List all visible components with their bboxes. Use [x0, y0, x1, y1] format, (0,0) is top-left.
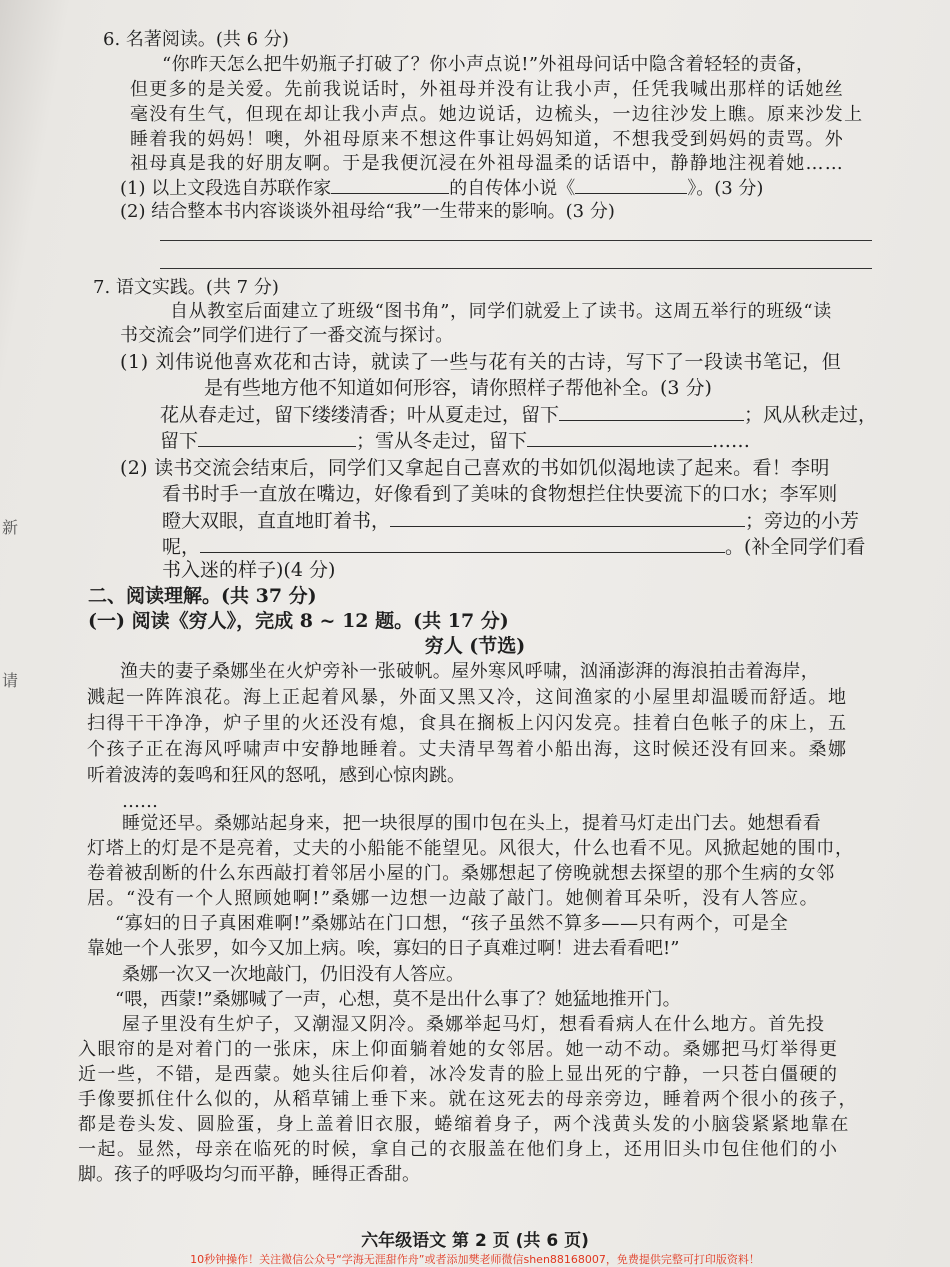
q7-sub2-text: ；旁边的小芳: [745, 510, 860, 532]
q6-passage-line: 毫没有生气，但现在却让我小声点。她边说话，边梳头，一边往沙发上瞧。原来沙发上: [130, 104, 864, 125]
answer-blank-autumn[interactable]: [198, 428, 356, 447]
story-line: 听着波涛的轰鸣和狂风的怒吼，感到心惊肉跳。: [87, 765, 465, 786]
q6-passage-line: 睡着我的妈妈！噢，外祖母原来不想这件事让妈妈知道，不想我受到妈妈的责骂。外: [130, 129, 845, 150]
answer-blank-xiaofang[interactable]: [200, 534, 725, 553]
q7-sub1-line: 是有些地方他不知道如何形容，请你照样子帮他补全。(3 分): [204, 377, 712, 399]
q6-sub1-text: 的自传体小说《: [449, 178, 576, 199]
story-line: 卷着被刮断的什么东西敲打着邻居小屋的门。桑娜想起了傍晚就想去探望的那个生病的女邻: [87, 863, 835, 884]
q6-passage-line: 但更多的是关爱。先前我说话时，外祖母并没有让我小声，任凭我喊出那样的话她丝: [130, 79, 845, 100]
q7-fill-line: [160, 428, 750, 453]
q7-fill-text: ；风从秋走过，: [744, 404, 878, 426]
q7-intro-line: 书交流会”同学们进行了一番交流与探讨。: [120, 325, 454, 346]
q7-sub2-text: 瞪大双眼，直直地盯着书，: [162, 510, 391, 532]
answer-line[interactable]: [160, 268, 872, 269]
story-title: 穷人 (节选): [424, 635, 526, 657]
story-line: 居。“没有一个人照顾她啊!”桑娜一边想一边敲了敲门。她侧着耳朵听，没有人答应。: [87, 888, 820, 909]
story-line: 手像要抓住什么似的，从稻草铺上垂下来。就在这死去的母亲旁边，睡着两个很小的孩子，: [78, 1089, 858, 1110]
answer-blank-lijun[interactable]: [390, 508, 745, 527]
story-line: 入眼帘的是对着门的一张床，床上仰面躺着她的女邻居。她一动不动。桑娜把马灯举得更: [78, 1039, 839, 1060]
page-footer: 六年级语文 第 2 页 (共 6 页): [361, 1231, 589, 1251]
q7-sub2-line: [162, 508, 859, 533]
answer-blank-title[interactable]: [575, 175, 687, 194]
q7-sub2-line: [162, 534, 865, 559]
section-title: 二、阅读理解。(共 37 分): [88, 585, 317, 607]
q6-passage-line: “你昨天怎么把牛奶瓶子打破了？你小声点说!”外祖母问话中隐含着轻轻的责备，: [162, 54, 815, 75]
story-line: 脚。孩子的呼吸均匀而平静，睡得正香甜。: [78, 1164, 420, 1185]
q7-sub2-line: 看书时手一直放在嘴边，好像看到了美味的食物想拦住快要流下的口水；李军则: [162, 483, 838, 505]
story-line: 睡觉还早。桑娜站起身来，把一块很厚的围巾包在头上，提着马灯走出门去。她想看看: [122, 813, 822, 834]
q7-sub2-text: 。(补全同学们看: [725, 536, 866, 558]
story-line: 灯塔上的灯是不是亮着，丈夫的小船能不能望见。风很大，什么也看不见。风掀起她的围巾，: [87, 838, 854, 859]
answer-blank-winter[interactable]: [527, 428, 712, 447]
q6-sub1-text: (1) 以上文段选自苏联作家: [120, 178, 332, 199]
q6-passage-line: 祖母真是我的好朋友啊。于是我便沉浸在外祖母温柔的话语中，静静地注视着她……: [130, 153, 845, 174]
q7-fill-text: 留下: [160, 430, 199, 452]
q6-sub1: [120, 175, 763, 201]
margin-char: 新: [2, 518, 19, 537]
q7-title: 7. 语文实践。(共 7 分): [93, 277, 279, 298]
margin-char: 请: [2, 671, 19, 690]
story-line: 扫得干干净净，炉子里的火还没有熄，食具在搁板上闪闪发亮。挂着白色帐子的床上，五: [87, 713, 848, 734]
story-line: 溅起一阵阵浪花。海上正起着风暴，外面又黑又冷，这间渔家的小屋里却温暖而舒适。地: [87, 687, 848, 708]
q7-fill-text: ；雪从冬走过，留下: [356, 430, 528, 452]
q7-fill-text: 花从春走过，留下缕缕清香；叶从夏走过，留下: [160, 404, 560, 426]
q7-sub2-text: 呢，: [162, 536, 201, 558]
story-line: 靠她一个人张罗，如今又加上病。唉，寡妇的日子真难过啊！进去看看吧!”: [87, 938, 680, 959]
answer-line[interactable]: [160, 240, 872, 241]
q7-sub2-line: 书入迷的样子)(4 分): [162, 559, 336, 581]
q7-sub1-line: (1) 刘伟说他喜欢花和古诗，就读了一些与花有关的古诗，写下了一段读书笔记，但: [120, 351, 842, 373]
q7-sub2-line: (2) 读书交流会结束后，同学们又拿起自己喜欢的书如饥似渴地读了起来。看！李明: [120, 457, 830, 479]
q7-fill-line: [160, 402, 877, 427]
section-part-title: (一) 阅读《穷人》，完成 8 ~ 12 题。(共 17 分): [88, 610, 509, 632]
story-line: “喂，西蒙!”桑娜喊了一声，心想，莫不是出什么事了？她猛地推开门。: [115, 989, 681, 1010]
q6-sub2: (2) 结合整本书内容谈谈外祖母给“我”一生带来的影响。(3 分): [120, 201, 615, 222]
answer-blank-author[interactable]: [331, 175, 449, 194]
story-line: 屋子里没有生炉子，又潮湿又阴冷。桑娜举起马灯，想看看病人在什么地方。首先投: [122, 1014, 825, 1035]
q6-title: 6. 名著阅读。(共 6 分): [103, 29, 289, 50]
q7-intro-line: 自从教室后面建立了班级“图书角”，同学们就爱上了读书。这周五举行的班级“读: [170, 301, 832, 322]
story-line: 都是卷头发、圆脸蛋，身上盖着旧衣服，蜷缩着身子，两个浅黄头发的小脑袋紧紧地靠在: [78, 1114, 851, 1135]
story-line: 个孩子正在海风呼啸声中安静地睡着。丈夫清早驾着小船出海，这时候还没有回来。桑娜: [87, 739, 848, 760]
watermark-banner: 10秒钟操作！关注微信公众号“学海无涯甜作舟”或者添加樊老师微信shen88168007，免费提供完整可打印版资料！: [190, 1253, 760, 1266]
story-line: 一起。显然，母亲在临死的时候，拿自己的衣服盖在他们身上，还用旧头巾包住他们的小: [78, 1139, 839, 1160]
story-line: 桑娜一次又一次地敲门，仍旧没有人答应。: [122, 964, 464, 985]
story-line: “寡妇的日子真困难啊!”桑娜站在门口想，“孩子虽然不算多——只有两个，可是全: [115, 913, 789, 934]
answer-blank-summer[interactable]: [559, 402, 744, 421]
story-line: 渔夫的妻子桑娜坐在火炉旁补一张破帆。屋外寒风呼啸，汹涌澎湃的海浪拍击着海岸，: [120, 661, 820, 682]
q7-fill-text: ……: [712, 430, 751, 452]
story-ellipsis: ……: [122, 791, 158, 812]
story-line: 近一些，不错，是西蒙。她头往后仰着，冰冷发青的脸上显出死的宁静，一只苍白僵硬的: [78, 1064, 839, 1085]
q6-sub1-points: 》。(3 分): [687, 178, 764, 199]
